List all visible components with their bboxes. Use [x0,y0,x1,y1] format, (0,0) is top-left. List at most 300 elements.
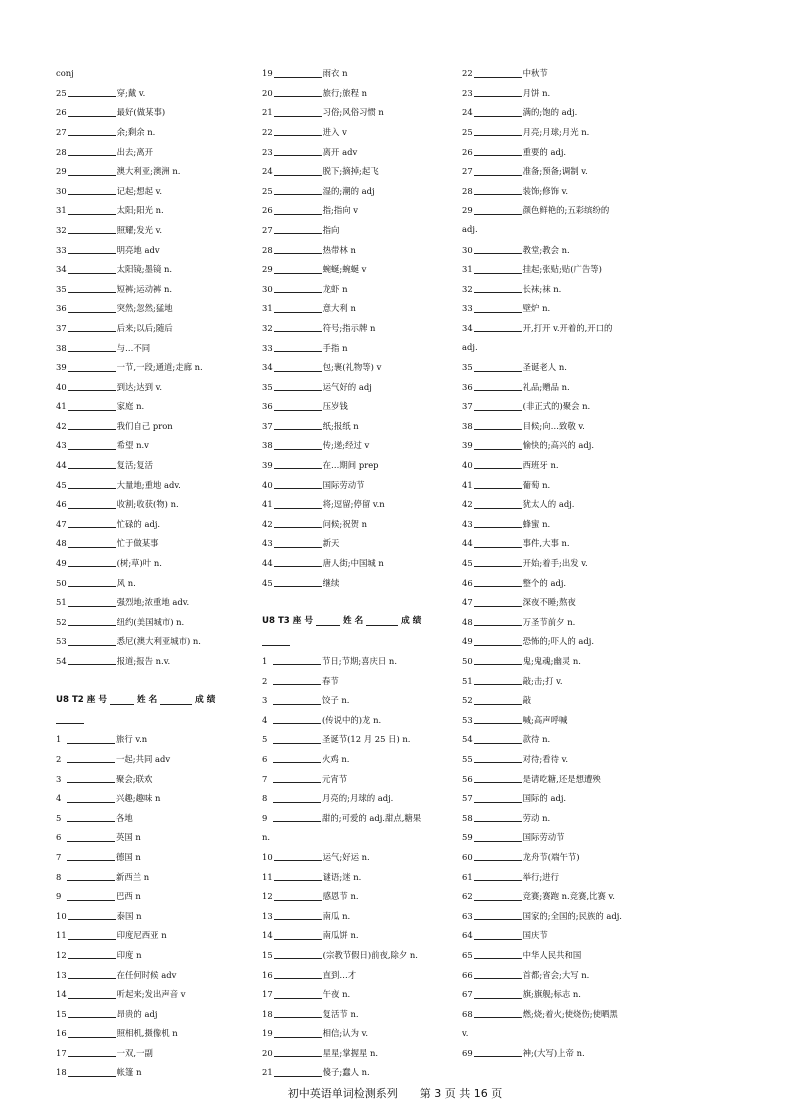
item-meaning: 火鸡 n. [322,753,350,764]
item-number: 56 [462,773,473,784]
answer-blank[interactable] [274,167,322,176]
item-meaning: 强烈地;浓重地 adv. [116,597,190,608]
item-number: 62 [462,891,473,902]
answer-blank[interactable] [274,892,322,901]
answer-blank[interactable] [474,872,522,881]
answer-blank[interactable] [274,1029,322,1038]
answer-blank[interactable] [274,480,322,489]
vocab-item [262,450,457,470]
answer-blank[interactable] [474,127,522,136]
answer-blank[interactable] [274,69,322,78]
answer-blank[interactable] [68,950,116,959]
item-number: 53 [462,714,473,725]
item-meaning: 是请吃糖,还是想遭殃 [522,773,601,784]
answer-blank[interactable] [274,519,322,528]
item-meaning: 忙于做某事 [116,538,159,549]
vocab-item [262,646,457,666]
page-footer: 初中英语单词检测系列 第 3 页 共 16 页 [287,1087,503,1100]
vocab-item [462,587,662,607]
item-number: 19 [262,1028,273,1039]
answer-blank[interactable] [474,402,522,411]
item-meaning: 各地 [116,812,133,823]
name-blank[interactable] [366,617,398,626]
item-number: 3 [262,695,268,706]
item-meaning: 神;(大写)上帝 n. [522,1047,585,1058]
answer-blank[interactable] [67,794,115,803]
answer-blank[interactable] [474,69,522,78]
answer-blank[interactable] [68,88,116,97]
answer-blank[interactable] [274,421,322,430]
vocab-item [462,352,662,372]
answer-blank[interactable] [273,735,321,744]
answer-blank[interactable] [474,167,522,176]
answer-blank[interactable] [474,441,522,450]
answer-blank[interactable] [68,363,116,372]
vocab-item [462,469,662,489]
item-meaning: 国际劳动节 [322,479,365,490]
answer-blank[interactable] [67,872,115,881]
answer-blank[interactable] [67,892,115,901]
vocab-item [462,528,662,548]
item-meaning: 德国 n [116,851,141,862]
item-number: 11 [262,871,273,882]
answer-blank[interactable] [68,911,116,920]
answer-blank[interactable] [68,990,116,999]
answer-blank[interactable] [474,206,522,215]
answer-blank[interactable] [68,598,116,607]
vocab-item [56,274,251,294]
answer-blank[interactable] [474,88,522,97]
answer-blank[interactable] [474,363,522,372]
answer-blank[interactable] [68,460,116,469]
vocab-item [56,1018,251,1038]
answer-blank[interactable] [67,774,115,783]
seat-blank[interactable] [316,617,340,626]
answer-blank[interactable] [68,206,116,215]
answer-blank[interactable] [474,715,522,724]
item-meaning: 准备;预备;调制 v. [522,166,588,177]
item-number: 52 [56,616,67,627]
vocab-item [262,293,457,313]
item-meaning: (非正式的)聚会 n. [522,401,591,412]
answer-blank[interactable] [474,931,522,940]
item-meaning: 饺子 n. [322,695,350,706]
answer-blank[interactable] [67,735,115,744]
answer-blank[interactable] [68,225,116,234]
answer-blank[interactable] [67,754,115,763]
item-meaning: 雨衣 n [322,68,348,79]
answer-blank[interactable] [68,265,116,274]
answer-blank[interactable] [274,970,322,979]
vocab-item [56,156,251,176]
answer-blank[interactable] [68,147,116,156]
item-number: 27 [462,166,473,177]
item-meaning: 月饼 n. [522,87,551,98]
item-meaning: 重要的 adj. [522,146,567,157]
item-number: 26 [262,205,273,216]
item-number: 23 [262,146,273,157]
column-middle [262,58,457,1077]
item-meaning: 进入 v [322,126,347,137]
answer-blank[interactable] [67,833,115,842]
item-number: 8 [56,871,62,882]
answer-blank[interactable] [68,500,116,509]
item-number: 44 [56,460,67,471]
item-meaning: 脱下;摘掉;起飞 [322,166,379,177]
vocab-item [262,332,457,352]
answer-blank[interactable] [68,343,116,352]
vocab-item [56,117,251,137]
answer-blank[interactable] [68,931,116,940]
answer-blank[interactable] [274,304,322,313]
score-label: 成 绩 [195,694,216,705]
item-meaning: 颜色鲜艳的;五彩缤纷的 [522,205,610,216]
answer-blank[interactable] [474,696,522,705]
item-number: 21 [262,107,273,118]
vocab-item [56,430,251,450]
seat-label: 座 号 [292,616,313,627]
item-number: 33 [56,244,67,255]
answer-blank[interactable] [274,1068,322,1077]
answer-blank[interactable] [274,852,322,861]
item-number: 29 [56,166,67,177]
answer-blank[interactable] [68,637,116,646]
item-meaning: 开,打开 v.开着的,开口的 [522,322,613,333]
answer-blank[interactable] [274,284,322,293]
seat-blank[interactable] [110,696,134,705]
answer-blank[interactable] [474,1009,522,1018]
answer-blank[interactable] [273,754,321,763]
answer-blank[interactable] [474,323,522,332]
item-meaning: 国际的 adj. [522,793,567,804]
answer-blank[interactable] [274,441,322,450]
answer-blank[interactable] [474,265,522,274]
item-number: 24 [262,166,273,177]
answer-blank[interactable] [474,519,522,528]
item-meaning: 一节,一段;通道;走廊 n. [116,362,203,373]
answer-blank[interactable] [474,186,522,195]
answer-blank[interactable] [68,323,116,332]
unit-label: U8 T3 [262,616,290,627]
vocab-item [56,1057,251,1077]
score-blank[interactable] [262,637,290,646]
item-meaning: 希望 n.v [116,440,149,451]
answer-blank[interactable] [274,1009,322,1018]
answer-blank[interactable] [474,676,522,685]
item-meaning: 挂起;张贴;贴(广告等) [522,264,602,275]
answer-blank[interactable] [474,558,522,567]
item-number: 4 [262,714,268,725]
item-number: 36 [262,401,273,412]
seat-label: 座 号 [86,694,107,705]
answer-blank[interactable] [68,421,116,430]
answer-blank[interactable] [68,284,116,293]
item-number: 1 [56,734,62,745]
answer-blank[interactable] [474,637,522,646]
vocab-item [462,293,662,313]
item-meaning: 春节 [322,675,339,686]
answer-blank[interactable] [274,343,322,352]
item-meaning: 深夜不睡;熬夜 [522,597,576,608]
answer-blank[interactable] [474,911,522,920]
answer-blank[interactable] [273,774,321,783]
answer-blank[interactable] [274,127,322,136]
vocab-item [56,391,251,411]
answer-blank[interactable] [68,1048,116,1057]
answer-blank[interactable] [474,421,522,430]
score-blank[interactable] [56,715,84,724]
answer-blank[interactable] [68,539,116,548]
vocab-item [56,724,251,744]
vocab-item [56,940,251,960]
item-number: 49 [56,558,67,569]
answer-blank[interactable] [273,715,321,724]
vocab-item [56,783,251,803]
item-number: 43 [56,440,67,451]
item-meaning: 帐篷 n [116,1067,142,1078]
answer-blank[interactable] [68,245,116,254]
item-number: 42 [56,420,67,431]
item-meaning: 礼品;赠品 n. [522,381,570,392]
vocab-item [462,156,662,176]
column-right [462,58,662,1057]
answer-blank[interactable] [274,382,322,391]
answer-blank[interactable] [273,696,321,705]
item-meaning: 复活节 n. [322,1008,359,1019]
item-number: 7 [262,773,268,784]
answer-blank[interactable] [68,167,116,176]
answer-blank[interactable] [474,813,522,822]
item-meaning: 一双,一副 [116,1047,153,1058]
answer-blank[interactable] [274,186,322,195]
answer-blank[interactable] [68,382,116,391]
vocab-item [56,450,251,470]
answer-blank[interactable] [274,931,322,940]
answer-blank[interactable] [474,950,522,959]
answer-blank[interactable] [68,656,116,665]
item-meaning: 感恩节 n. [322,891,359,902]
item-number: 8 [262,793,268,804]
item-meaning: 西班牙 n. [522,460,559,471]
answer-blank[interactable] [474,774,522,783]
item-number: 21 [262,1067,273,1078]
answer-blank[interactable] [474,480,522,489]
answer-blank[interactable] [474,147,522,156]
answer-blank[interactable] [474,284,522,293]
answer-blank[interactable] [474,460,522,469]
vocab-item [262,940,457,960]
item-meaning: 壁炉 n. [522,303,551,314]
item-meaning: 纽约(美国城市) n. [116,616,185,627]
answer-blank[interactable] [274,265,322,274]
answer-blank[interactable] [68,441,116,450]
item-meaning: 在…期间 prep [322,460,379,471]
answer-blank[interactable] [273,676,321,685]
vocab-item [462,842,662,862]
item-number: 54 [56,656,67,666]
item-meaning: 收割;收获(物) n. [116,499,179,510]
answer-blank[interactable] [274,363,322,372]
item-number: 10 [56,910,67,921]
item-meaning: 热带林 n [322,244,356,255]
item-number: 32 [462,283,473,294]
answer-blank[interactable] [68,480,116,489]
item-number: 16 [262,969,273,980]
answer-blank[interactable] [68,402,116,411]
answer-blank[interactable] [274,245,322,254]
vocab-item [56,195,251,215]
answer-blank[interactable] [274,539,322,548]
answer-blank[interactable] [474,617,522,626]
item-meaning: 蜂蜜 n. [522,518,551,529]
vocab-item [462,567,662,587]
item-meaning: 后来;以后;随后 [116,322,173,333]
item-number: 53 [56,636,67,647]
vocab-item [56,293,251,313]
item-number: 51 [462,675,473,686]
answer-blank[interactable] [274,558,322,567]
answer-blank[interactable] [274,323,322,332]
continuation-text: adj. [462,224,478,235]
answer-blank[interactable] [68,1068,116,1077]
answer-blank[interactable] [474,1048,522,1057]
vocab-item [462,783,662,803]
item-meaning: 犹太人的 adj. [522,499,575,510]
vocab-item [262,469,457,489]
item-meaning: 敲 [522,695,532,706]
vocab-item [262,274,457,294]
answer-blank[interactable] [274,460,322,469]
answer-blank[interactable] [68,519,116,528]
answer-blank[interactable] [68,127,116,136]
answer-blank[interactable] [474,108,522,117]
vocab-item [462,430,662,450]
answer-blank[interactable] [68,558,116,567]
item-number: 45 [56,479,67,490]
item-meaning: 风 n. [116,577,136,588]
answer-blank[interactable] [474,833,522,842]
answer-blank[interactable] [474,304,522,313]
item-number: 60 [462,851,473,862]
answer-blank[interactable] [474,656,522,665]
answer-blank[interactable] [68,578,116,587]
answer-blank[interactable] [68,970,116,979]
item-number: 47 [462,597,473,608]
answer-blank[interactable] [474,794,522,803]
item-meaning: 纸;报纸 n [322,420,359,431]
answer-blank[interactable] [68,1029,116,1038]
answer-blank[interactable] [474,245,522,254]
item-meaning: 太阳;阳光 n. [116,205,164,216]
item-meaning: 在任何时候 adv [116,969,177,980]
continuation-text: conj [56,67,74,78]
answer-blank[interactable] [68,1009,116,1018]
answer-blank[interactable] [274,206,322,215]
vocab-item [262,724,457,744]
answer-blank[interactable] [474,598,522,607]
vocab-item [462,1038,662,1058]
vocab-item [56,176,251,196]
answer-blank[interactable] [274,147,322,156]
item-meaning: 包;裹(礼物等) v [322,362,382,373]
answer-blank[interactable] [68,108,116,117]
vocab-item [262,411,457,431]
answer-blank[interactable] [274,500,322,509]
answer-blank[interactable] [68,304,116,313]
item-meaning: 月亮的;月球的 adj. [322,793,394,804]
item-number: 54 [462,734,473,745]
item-number: 3 [56,773,62,784]
answer-blank[interactable] [68,617,116,626]
item-meaning: 蜿蜒;蜿蜒 v [322,264,367,275]
answer-blank[interactable] [474,539,522,548]
vocab-item [462,744,662,764]
answer-blank[interactable] [474,500,522,509]
unit-label: U8 T2 [56,694,84,705]
answer-blank[interactable] [474,892,522,901]
answer-blank[interactable] [274,225,322,234]
vocab-item [462,940,662,960]
item-number: 14 [56,989,67,1000]
item-meaning: 符号;指示牌 n [322,322,376,333]
item-meaning: 恐怖的;吓人的 adj. [522,636,595,647]
vocab-item [262,744,457,764]
answer-blank[interactable] [474,990,522,999]
item-meaning: 报道;报告 n.v. [116,656,171,666]
item-meaning: 运气;好运 n. [322,851,370,862]
answer-blank[interactable] [273,656,321,665]
answer-blank[interactable] [474,852,522,861]
answer-blank[interactable] [274,108,322,117]
answer-blank[interactable] [274,990,322,999]
item-number: 40 [262,479,273,490]
answer-blank[interactable] [274,1048,322,1057]
answer-blank[interactable] [274,402,322,411]
item-meaning: 明亮地 adv [116,244,160,255]
answer-blank[interactable] [274,88,322,97]
answer-blank[interactable] [67,852,115,861]
vocab-item [262,58,457,78]
item-number: 47 [56,518,67,529]
item-number: 46 [462,577,473,588]
item-number: 25 [462,126,473,137]
name-blank[interactable] [160,696,192,705]
answer-blank[interactable] [474,754,522,763]
item-meaning: 与…不同 [116,342,151,353]
answer-blank[interactable] [274,872,322,881]
item-number: 58 [462,812,473,823]
vocab-item [462,607,662,627]
vocab-item [56,959,251,979]
answer-blank[interactable] [474,578,522,587]
answer-blank[interactable] [273,813,321,822]
answer-blank[interactable] [474,735,522,744]
answer-blank[interactable] [274,950,322,959]
answer-blank[interactable] [474,382,522,391]
answer-blank[interactable] [474,970,522,979]
answer-blank[interactable] [68,186,116,195]
vocab-item [56,548,251,568]
item-meaning: 澳大利亚;澳洲 n. [116,166,181,177]
answer-blank[interactable] [67,813,115,822]
answer-blank[interactable] [273,794,321,803]
item-number: 22 [462,68,473,79]
item-meaning: 出去;离开 [116,146,153,157]
answer-blank[interactable] [274,578,322,587]
item-number: 1 [262,656,268,666]
vocab-item [56,78,251,98]
answer-blank[interactable] [274,911,322,920]
